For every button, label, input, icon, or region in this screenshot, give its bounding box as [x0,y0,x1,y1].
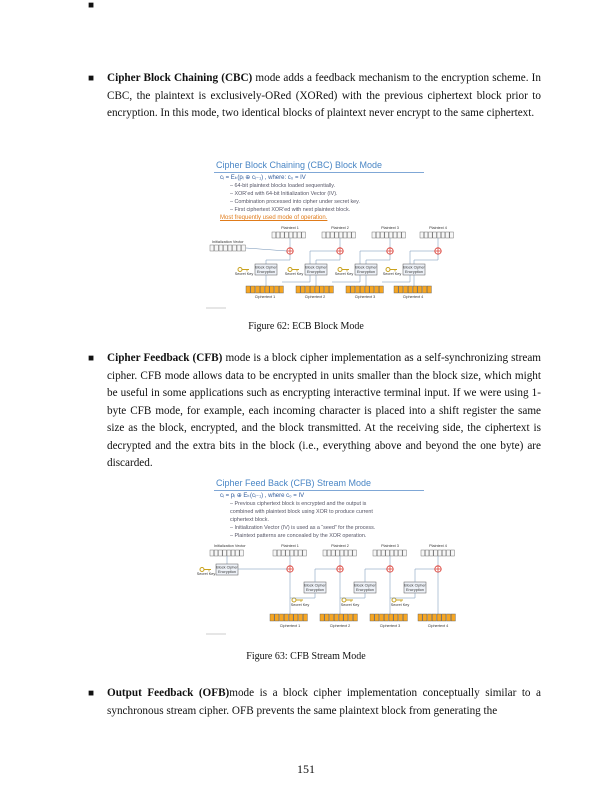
xor-icon [287,566,293,572]
figure-cbc-bullet: – 64-bit plaintext blocks loaded sequentially. [230,183,336,189]
cfb-term: Cipher Feedback (CFB) [107,352,223,364]
figure-cbc-bullet: – First ciphertext XOR’ed with next plaintext block. [230,207,351,213]
xor-icon [337,248,343,254]
page-number: 151 [297,762,315,776]
block-cipher-label: Encryption [218,570,236,574]
figure-cbc-bullet: – Combination processed into cipher under secret key. [230,199,360,205]
plaintext-block [273,550,306,556]
block-cipher-label: Block Cipher [355,265,377,270]
key-icon [392,598,403,602]
cbc-diagram [200,224,450,310]
ciphertext-block [246,286,283,293]
figure-cfb-title: Cipher Feed Back (CFB) Stream Mode [216,478,372,488]
cfb-paragraph [107,350,541,473]
ciphertext-block [296,286,333,293]
ciphertext-label: Ciphertext 2 [304,295,326,299]
figure-cfb-bullet: – Plaintext patterns are concealed by the XOR operation. [230,533,367,539]
plaintext-block [272,232,305,238]
key-label: Secret Key [234,272,254,276]
plaintext-label: Plaintext 2 [331,544,349,548]
block-cipher-label: Encryption [257,270,275,274]
block-cipher-label: Encryption [406,588,424,592]
key-icon [238,268,249,272]
plaintext-label: Plaintext 4 [429,226,447,230]
ofb-paragraph [107,685,541,720]
plaintext-block [421,550,454,556]
block-cipher-label: Encryption [356,588,374,592]
bullet-icon: ■ [88,353,95,364]
figure-cbc-caption: Figure 62: ECB Block Mode [248,321,364,332]
block-cipher-label: Block Cipher [216,565,238,570]
block-cipher-label: Block Cipher [305,265,327,270]
block-cipher-label: Block Cipher [304,583,326,588]
key-icon [288,268,299,272]
figure-cbc-bullet: Most frequently used mode of operation. [220,215,328,221]
plaintext-label: Plaintext 3 [381,544,399,548]
figure-cfb-caption: Figure 63: CFB Stream Mode [246,651,366,662]
plaintext-label: Plaintext 2 [331,226,349,230]
block-cipher-label: Block Cipher [403,265,425,270]
cfb-diagram [196,542,450,636]
block-cipher-box [404,582,426,593]
ciphertext-block [370,614,407,621]
cfb-text: mode is a block cipher implementation as a self-synchronizing stream cipher. CFB mode allows data to be encrypted in units smaller than the block size, which might be useful in some applications such as encrypting interactive terminal input. If we were using 1-byte CFB mode, for example, each incoming character is placed into a shift register the same size as the block, encrypted, and the block transmitted. At the receiving side, the ciphertext is decrypted and the extra bits in the block (i.e., everything above and beyond the one byte) are discarded. [107,352,541,469]
key-icon [292,598,303,602]
plaintext-block [372,232,405,238]
iv-label: Initialization Vector [214,544,246,548]
block-cipher-box [216,564,238,575]
ciphertext-label: Ciphertext 1 [279,624,301,628]
plaintext-label: Plaintext 1 [281,544,299,548]
cbc-paragraph [107,70,541,123]
plaintext-block [322,232,355,238]
key-label: Secret Key [340,603,360,607]
cbc-term: Cipher Block Chaining (CBC) [107,72,253,84]
plaintext-block [420,232,453,238]
ciphertext-label: Ciphertext 4 [427,624,449,628]
block-cipher-box [255,264,277,275]
key-icon [386,268,397,272]
block-cipher-label: Block Cipher [404,583,426,588]
xor-icon [435,566,441,572]
figure-cbc-bullet: cᵢ = Eₖ(pᵢ ⊕ cᵢ₋₁) , where: c₀ = IV [220,175,306,181]
figure-cfb-bullet: cᵢ = pᵢ ⊕ Eₖ(cᵢ₋₁) , where c₀ = IV [220,493,305,499]
block-cipher-label: Encryption [405,270,423,274]
iv-block [210,550,243,556]
key-icon [200,568,211,572]
figure-cbc-bullet: – XOR’ed with 64-bit Initialization Vector (IV). [230,191,338,197]
xor-icon [387,248,393,254]
ciphertext-block [418,614,455,621]
block-cipher-box [403,264,425,275]
key-label: Secret Key [196,572,216,576]
figure-cbc-title: Cipher Block Chaining (CBC) Block Mode [216,160,383,170]
xor-icon [435,248,441,254]
bullet-icon: ■ [88,73,95,84]
block-cipher-box [304,582,326,593]
cbc-text: mode adds a feedback mechanism to the encryption scheme. In CBC, the plaintext is exclusively-ORed (XORed) with the previous ciphertext block prior to encryption. In this mode, two identical blocks of plaintext never encrypt to the same ciphertext. [107,72,541,119]
ciphertext-block [320,614,357,621]
plaintext-block [323,550,356,556]
iv-block [210,245,245,251]
ofb-term: Output Feedback (OFB) [107,687,230,699]
block-cipher-label: Encryption [357,270,375,274]
ofb-text: mode is a block cipher implementation conceptually similar to a synchronous stream cipher. OFB prevents the same plaintext block from generating the [107,687,541,717]
ciphertext-block [270,614,307,621]
key-label: Secret Key [390,603,410,607]
key-label: Secret Key [382,272,402,276]
plaintext-label: Plaintext 3 [381,226,399,230]
xor-icon [337,566,343,572]
key-icon [338,268,349,272]
block-cipher-box [355,264,377,275]
figure-cfb-bullet: – Initialization Vector (IV) is used as a “seed” for the process. [230,525,376,531]
ciphertext-block [394,286,431,293]
key-label: Secret Key [284,272,304,276]
ciphertext-label: Ciphertext 1 [254,295,276,299]
block-cipher-label: Block Cipher [354,583,376,588]
plaintext-block [373,550,406,556]
ciphertext-block [346,286,383,293]
ciphertext-label: Ciphertext 3 [354,295,376,299]
plaintext-label: Plaintext 1 [281,226,299,230]
ciphertext-label: Ciphertext 4 [402,295,424,299]
block-cipher-label: Block Cipher [255,265,277,270]
xor-icon [287,248,293,254]
ciphertext-label: Ciphertext 3 [379,624,401,628]
key-label: Secret Key [290,603,310,607]
figure-cfb [196,478,450,638]
iv-label: Initialization Vector [212,240,244,244]
block-cipher-box [354,582,376,593]
block-cipher-box [305,264,327,275]
block-cipher-label: Encryption [306,588,324,592]
figure-cfb-bullet: – Previous ciphertext block is encrypted and the output is [230,501,367,507]
figure-cfb-bullet: ciphertext block. [230,517,269,523]
bullet-icon: ■ [88,688,95,699]
bullet-icon: ■ [88,0,95,11]
key-label: Secret Key [334,272,354,276]
ciphertext-label: Ciphertext 2 [329,624,351,628]
figure-cfb-bullet: combined with plaintext block using XOR to produce current [230,509,373,515]
key-icon [342,598,353,602]
xor-icon [387,566,393,572]
plaintext-label: Plaintext 4 [429,544,447,548]
block-cipher-label: Encryption [307,270,325,274]
figure-cbc [200,160,450,310]
